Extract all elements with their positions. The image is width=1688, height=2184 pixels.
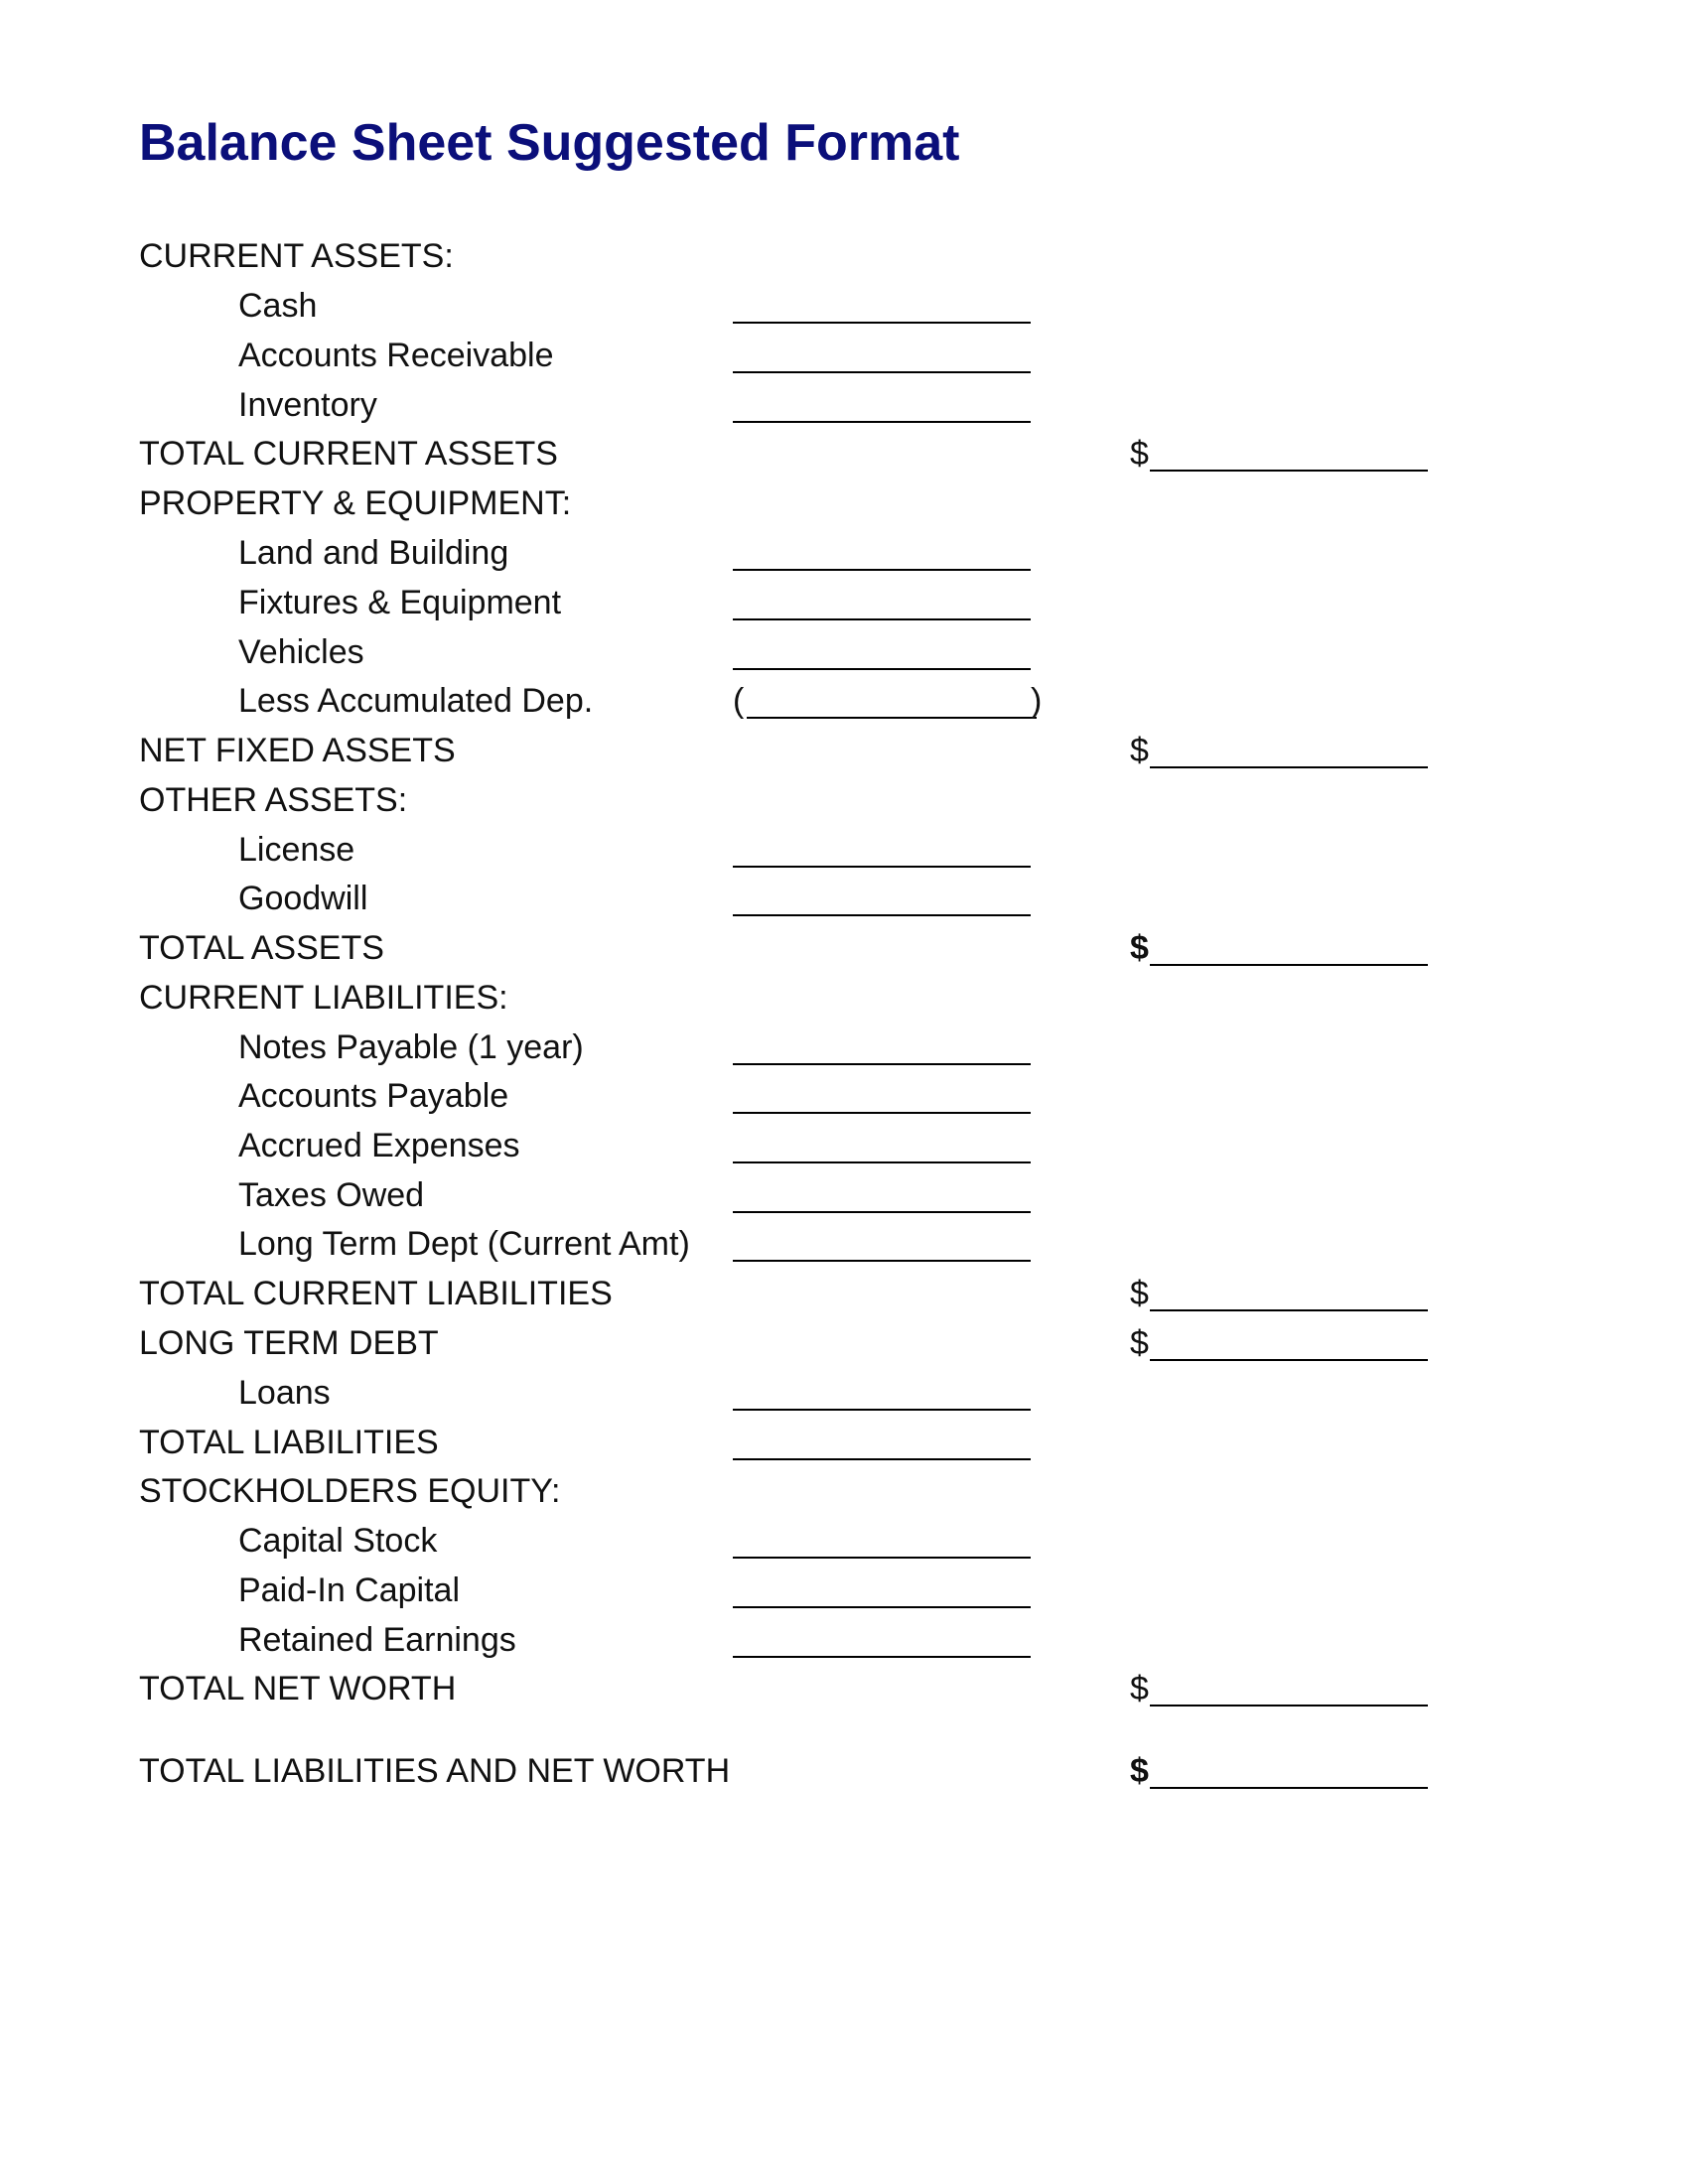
amount-blank-long-term-dept-current-amt[interactable] (733, 1260, 1031, 1262)
row-net-fixed-assets (0, 729, 1688, 772)
row-vehicles (0, 630, 1688, 674)
row-fixtures-and-equipment (0, 581, 1688, 624)
row-other-assets (0, 778, 1688, 822)
item-label: Notes Payable (1 year) (238, 1028, 584, 1066)
item-label: Fixtures & Equipment (238, 584, 562, 621)
section-label: NET FIXED ASSETS (139, 732, 456, 769)
row-property-and-equipment (0, 481, 1688, 525)
amount-blank-accounts-receivable[interactable] (733, 371, 1031, 373)
row-stockholders-equity (0, 1469, 1688, 1513)
row-long-term-debt (0, 1321, 1688, 1365)
total-blank-long-term-debt[interactable] (1150, 1359, 1428, 1361)
item-label: Inventory (238, 386, 377, 424)
row-total-liabilities-and-net-worth (0, 1749, 1688, 1793)
amount-blank-license[interactable] (733, 866, 1031, 868)
section-label: TOTAL LIABILITIES AND NET WORTH (139, 1752, 731, 1790)
row-total-current-assets (0, 432, 1688, 476)
row-capital-stock (0, 1519, 1688, 1563)
total-blank-total-assets[interactable] (1150, 964, 1428, 966)
page-title: Balance Sheet Suggested Format (139, 114, 960, 172)
dollar-sign: $ (1130, 1324, 1149, 1362)
row-goodwill (0, 877, 1688, 920)
item-label: Taxes Owed (238, 1176, 425, 1214)
amount-blank-retained-earnings[interactable] (733, 1656, 1031, 1658)
total-blank-total-current-liabilities[interactable] (1150, 1309, 1428, 1311)
amount-blank-less-accumulated-dep[interactable] (747, 717, 1037, 719)
row-accounts-payable (0, 1074, 1688, 1118)
item-label: Long Term Dept (Current Amt) (238, 1225, 690, 1263)
amount-blank-total-liabilities[interactable] (733, 1458, 1031, 1460)
dollar-sign: $ (1130, 1670, 1149, 1707)
section-label: STOCKHOLDERS EQUITY: (139, 1472, 561, 1510)
item-label: Cash (238, 287, 318, 325)
item-label: Accounts Receivable (238, 337, 554, 374)
amount-blank-accounts-payable[interactable] (733, 1112, 1031, 1114)
row-loans (0, 1371, 1688, 1415)
section-label: PROPERTY & EQUIPMENT: (139, 484, 572, 522)
dollar-sign: $ (1130, 1752, 1149, 1790)
item-label: Goodwill (238, 880, 368, 917)
amount-blank-capital-stock[interactable] (733, 1557, 1031, 1559)
item-label: Accrued Expenses (238, 1127, 520, 1164)
item-label: Capital Stock (238, 1522, 438, 1560)
row-accounts-receivable (0, 334, 1688, 377)
dollar-sign: $ (1130, 435, 1149, 473)
row-current-assets (0, 234, 1688, 278)
amount-blank-notes-payable-1-year[interactable] (733, 1063, 1031, 1065)
section-label: TOTAL CURRENT ASSETS (139, 435, 558, 473)
section-label: LONG TERM DEBT (139, 1324, 439, 1362)
item-label: Accounts Payable (238, 1077, 509, 1115)
row-retained-earnings (0, 1618, 1688, 1662)
item-label: Less Accumulated Dep. (238, 682, 594, 720)
item-label: Land and Building (238, 534, 509, 572)
close-paren: ) (1031, 682, 1043, 720)
row-notes-payable-1-year (0, 1025, 1688, 1069)
item-label: Loans (238, 1374, 331, 1412)
row-long-term-dept-current-amt (0, 1222, 1688, 1266)
section-label: CURRENT ASSETS: (139, 237, 454, 275)
section-label: TOTAL CURRENT LIABILITIES (139, 1275, 613, 1312)
amount-blank-cash[interactable] (733, 322, 1031, 324)
amount-blank-inventory[interactable] (733, 421, 1031, 423)
total-blank-total-net-worth[interactable] (1150, 1705, 1428, 1706)
row-paid-in-capital (0, 1569, 1688, 1612)
dollar-sign: $ (1130, 929, 1149, 967)
amount-blank-fixtures-and-equipment[interactable] (733, 618, 1031, 620)
dollar-sign: $ (1130, 732, 1149, 769)
item-label: Retained Earnings (238, 1621, 516, 1659)
section-label: TOTAL LIABILITIES (139, 1424, 439, 1461)
row-taxes-owed (0, 1173, 1688, 1217)
row-land-and-building (0, 531, 1688, 575)
amount-blank-paid-in-capital[interactable] (733, 1606, 1031, 1608)
section-label: CURRENT LIABILITIES: (139, 979, 508, 1017)
amount-blank-taxes-owed[interactable] (733, 1211, 1031, 1213)
section-label: OTHER ASSETS: (139, 781, 408, 819)
item-label: Paid-In Capital (238, 1571, 461, 1609)
row-total-current-liabilities (0, 1272, 1688, 1315)
item-label: License (238, 831, 355, 869)
section-label: TOTAL ASSETS (139, 929, 384, 967)
open-paren: ( (733, 682, 745, 720)
total-blank-total-current-assets[interactable] (1150, 470, 1428, 472)
total-blank-net-fixed-assets[interactable] (1150, 766, 1428, 768)
row-license (0, 828, 1688, 872)
row-total-assets (0, 926, 1688, 970)
row-total-net-worth (0, 1667, 1688, 1710)
amount-blank-land-and-building[interactable] (733, 569, 1031, 571)
row-less-accumulated-dep (0, 679, 1688, 723)
amount-blank-accrued-expenses[interactable] (733, 1161, 1031, 1163)
row-inventory (0, 383, 1688, 427)
total-blank-total-liabilities-and-net-worth[interactable] (1150, 1787, 1428, 1789)
row-accrued-expenses (0, 1124, 1688, 1167)
amount-blank-goodwill[interactable] (733, 914, 1031, 916)
amount-blank-vehicles[interactable] (733, 668, 1031, 670)
row-current-liabilities (0, 976, 1688, 1020)
row-total-liabilities (0, 1421, 1688, 1464)
item-label: Vehicles (238, 633, 364, 671)
row-cash (0, 284, 1688, 328)
amount-blank-loans[interactable] (733, 1409, 1031, 1411)
dollar-sign: $ (1130, 1275, 1149, 1312)
section-label: TOTAL NET WORTH (139, 1670, 457, 1707)
